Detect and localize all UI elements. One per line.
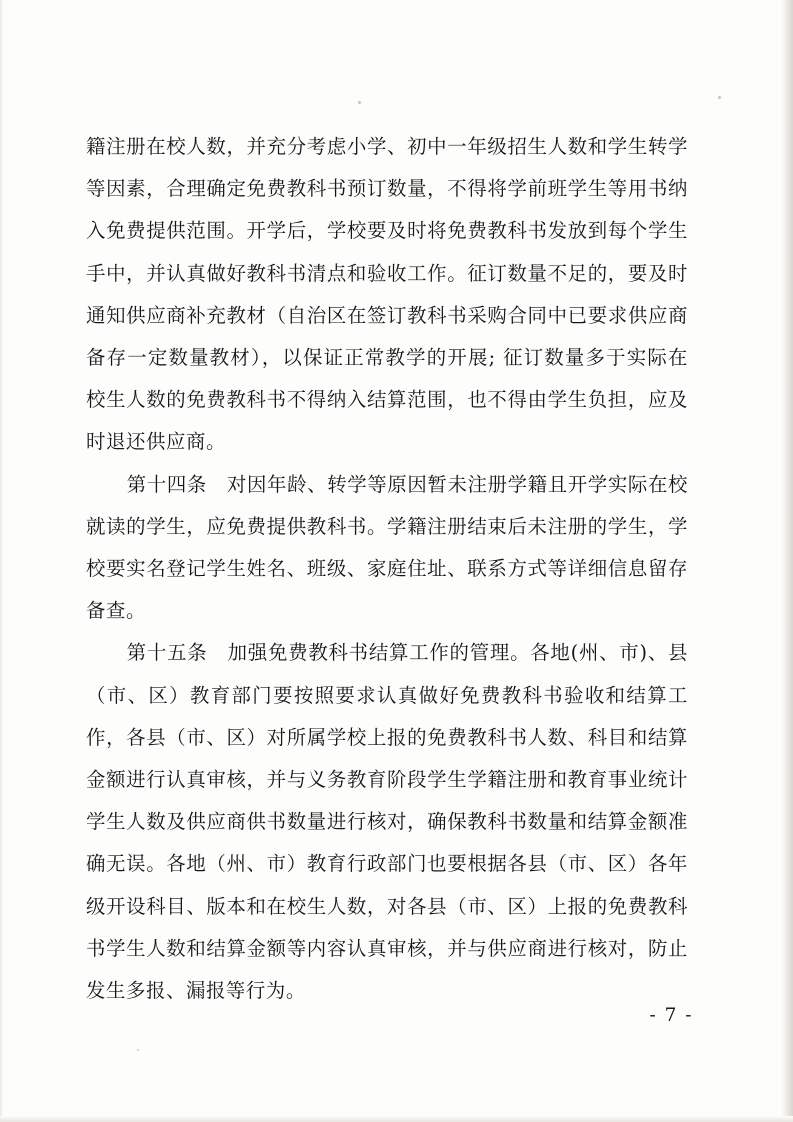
scan-edge-right bbox=[781, 0, 793, 1122]
paragraph-article-14: 第十四条 对因年龄、转学等原因暂未注册学籍且开学实际在校就读的学生，应免费提供教科书。学籍注册结束后未注册的学生，学校要实名登记学生姓名、班级、家庭住址、联系方式等详细信息留存备查。 bbox=[86, 472, 688, 623]
page-number: - 7 - bbox=[649, 1005, 693, 1026]
paragraph-article-15: 第十五条 加强免费教科书结算工作的管理。各地(州、市)、县（市、区）教育部门要按照要求认真做好免费教科书验收和结算工作，各县（市、区）对所属学校上报的免费教科书人数、科目和结算金额进行认真审核，并与义务教育阶段学生学籍注册和教育事业统计学生人数及供应商供书数量进行核对，确保教科书数量和结算金额准确无误。各地（州、市）教育行政部门也要根据各县（市、区）各年级开设科目、版本和在校生人数，对各县（市、区）上报的免费教科书学生人数和结算金额等内容认真审核，并与供应商进行核对，防止发生多报、漏报等行为。 bbox=[86, 641, 688, 1003]
scan-edge-left bbox=[0, 0, 3, 1122]
paragraph-1: 籍注册在校人数，并充分考虑小学、初中一年级招生人数和学生转学等因素，合理确定免费教科书预订数量，不得将学前班学生等用书纳入免费提供范围。开学后，学校要及时将免费教科书发放到每个学生手中，并认真做好教科书清点和验收工作。征订数量不足的，要及时通知供应商补充教材（自治区在签订教科书采购合同中已要求供应商备存一定数量教材），以保证正常教学的开展; 征订数量多于实际在校生人数的免费教科书不得纳入结算范围，也不得由学生负担，应及时退还供应商。 bbox=[86, 135, 688, 454]
scan-speck bbox=[137, 1049, 139, 1051]
scan-edge-bottom bbox=[0, 1116, 793, 1122]
document-body bbox=[86, 126, 688, 1012]
scan-speck bbox=[718, 96, 721, 99]
scan-speck bbox=[358, 101, 361, 104]
